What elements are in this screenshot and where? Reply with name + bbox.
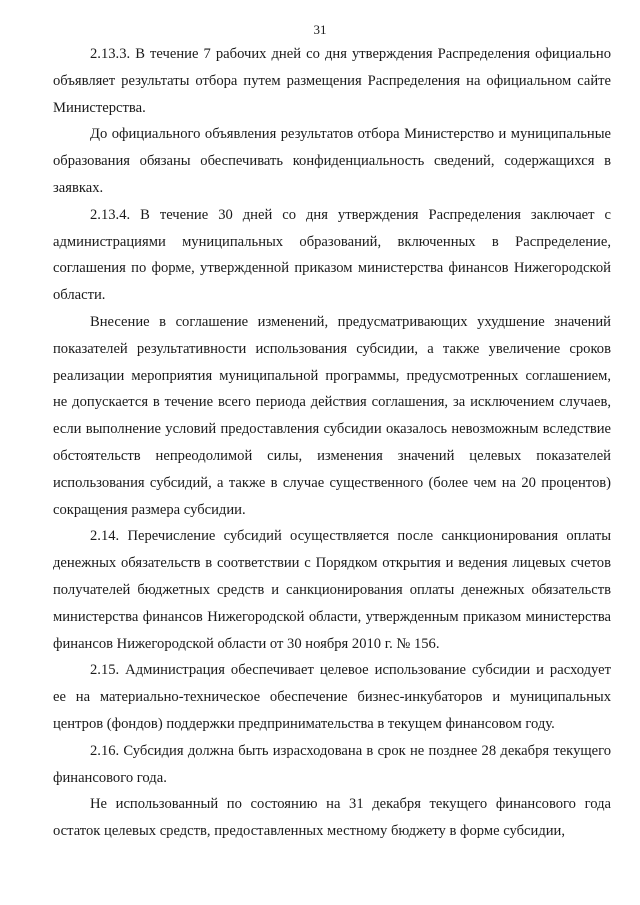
- paragraph-unused-balance: Не использованный по состоянию на 31 декабря текущего финансового года остаток целевых средств, предоставленных местному бюджету в форме субсидии,: [53, 796, 611, 840]
- document-body: [53, 41, 611, 845]
- paragraph-2-13-3: 2.13.3. В течение 7 рабочих дней со дня утверждения Распределения официально объявляет результаты отбора путем размещения Распределения на официальном сайте Министерства.: [53, 46, 611, 116]
- page-number: 31: [313, 22, 327, 37]
- paragraph-2-15: 2.15. Администрация обеспечивает целевое использование субсидии и расходует ее на материально-техническое обеспечение бизнес-инкубаторов и муниципальных центров (фондов) поддержки предпринимательства в текущем финансовом году.: [53, 662, 611, 732]
- paragraph-2-16: 2.16. Субсидия должна быть израсходована в срок не позднее 28 декабря текущего финансового года.: [53, 742, 611, 786]
- paragraph-2-13-4: 2.13.4. В течение 30 дней со дня утверждения Распределения заключает с администрациями муниципальных образований, включенных в Распределение, соглашения по форме, утвержденной приказом министерства финансов Нижегородской области.: [53, 206, 611, 304]
- paragraph-confidentiality: До официального объявления результатов отбора Министерство и муниципальные образования обязаны обеспечивать конфиденциальность сведений, содержащихся в заявках.: [53, 126, 611, 196]
- paragraph-agreement-changes: Внесение в соглашение изменений, предусматривающих ухудшение значений показателей результативности использования субсидии, а также увеличение сроков реализации мероприятия муниципальной программы, предусмотренных соглашением, не допускается в течение всего периода действия соглашения, за исключением случаев, если выполнение условий предоставления субсидии оказалось невозможным вследствие обстоятельств непреодолимой силы, изменения значений целевых показателей использования субсидий, а также в случае существенного (более чем на 20 процентов) сокращения размера субсидии.: [53, 313, 611, 518]
- paragraph-2-14: 2.14. Перечисление субсидий осуществляется после санкционирования оплаты денежных обязательств в соответствии с Порядком открытия и ведения лицевых счетов получателей бюджетных средств и санкционирования оплаты денежных обязательств министерства финансов Нижегородской области, утвержденным приказом министерства финансов Нижегородской области от 30 ноября 2010 г. № 156.: [53, 528, 611, 652]
